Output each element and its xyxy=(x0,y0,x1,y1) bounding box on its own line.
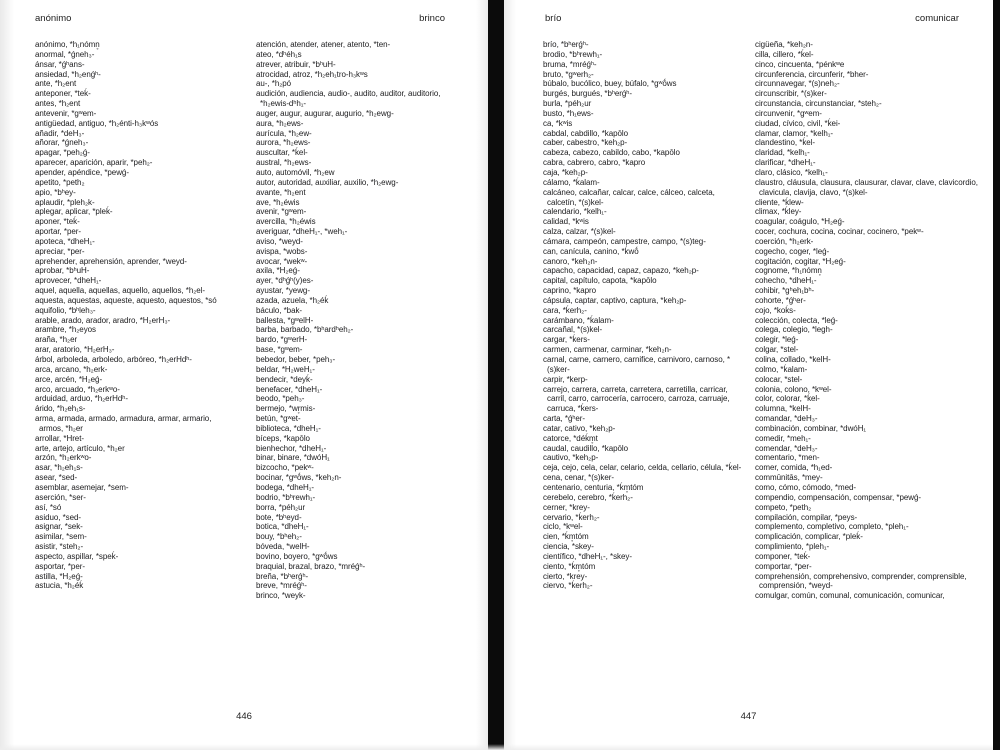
dictionary-entry: breña, *bʰerǵʰ- xyxy=(256,571,309,581)
dictionary-entry: botica, *dheH₁- xyxy=(256,522,309,532)
dictionary-entry: cápsula, captar, captivo, captura, *keh₂p- xyxy=(543,295,687,305)
dictionary-entry: arce, arcén, *H₂eǵ- xyxy=(35,374,103,384)
dictionary-entry: cohecho, *dheH₁- xyxy=(755,276,817,286)
dictionary-entry: comprehensión, comprehensivo, comprender, comprensible, comprensión, *weyd- xyxy=(755,571,967,591)
dictionary-entry: aurora, *h₂ews- xyxy=(256,138,311,148)
dictionary-entry: aquesta, aquestas, aqueste, aquesto, aquestos, *só xyxy=(35,295,217,305)
dictionary-entry: cohibir, *gʰeh₁bʰ- xyxy=(755,286,815,296)
dictionary-entry: bardo, *gʷerH- xyxy=(256,335,308,345)
dictionary-entry: colocar, *stel- xyxy=(755,374,803,384)
dictionary-entry: cogecho, coger, *leǵ- xyxy=(755,246,830,256)
dictionary-entry: comendar, *deH₃- xyxy=(755,443,818,453)
dictionary-entry: comer, comida, *h₁ed- xyxy=(755,463,833,473)
dictionary-entry: coagular, coágulo, *H₂eǵ- xyxy=(755,217,845,227)
dictionary-entry: arable, arado, arador, aradro, *H₂erH₃- xyxy=(35,315,171,325)
dictionary-entry: compilación, compilar, *peys- xyxy=(755,512,858,522)
dictionary-entry: canoro, *keh₂n- xyxy=(543,256,598,266)
dictionary-entry: apoteca, *dheH₁- xyxy=(35,236,95,246)
dictionary-entry: bendecir, *deyḱ- xyxy=(256,374,313,384)
dictionary-entry: cierto, *krey- xyxy=(543,571,588,581)
dictionary-entry: árbol, arboleda, arboledo, arbóreo, *h₂erHdʰ- xyxy=(35,355,192,364)
dictionary-entry: cien, *ḱm̥tóm xyxy=(543,532,589,542)
dictionary-entry: aponer, *teḱ- xyxy=(35,217,80,227)
dictionary-entry: científico, *dheH₁-, *skey- xyxy=(543,551,632,561)
dictionary-entry: circunferencia, circunferir, *bher- xyxy=(755,69,869,79)
dictionary-entry: brodio, *bʰrewh₁- xyxy=(543,49,603,59)
dictionary-entry: caudal, caudillo, *kapōlo xyxy=(543,443,629,453)
dictionary-entry: arca, arcano, *h₂erk- xyxy=(35,364,108,374)
dictionary-entry: asportar, *per- xyxy=(35,561,85,571)
dictionary-entry: aspecto, aspillar, *speḱ- xyxy=(35,551,119,561)
dictionary-entry: aprovecer, *dheH₁- xyxy=(35,276,102,286)
dictionary-entry: bizcocho, *pekʷ- xyxy=(256,463,314,473)
page-number: 447 xyxy=(740,711,757,722)
dictionary-entry: asiduo, *sed- xyxy=(35,512,82,522)
dictionary-entry: auger, augur, augurar, augurio, *h₂ewg- xyxy=(256,108,394,118)
dictionary-entry: aportar, *per- xyxy=(35,227,81,237)
dictionary-entry: bouy, *bʰeh₂- xyxy=(256,532,302,542)
dictionary-entry: anteponer, *teḱ- xyxy=(35,89,91,99)
dictionary-entry: complemento, completivo, completo, *pleh₁- xyxy=(755,522,909,532)
dictionary-entry: cohorte, *ǵʰer- xyxy=(755,295,806,305)
dictionary-entry: anónimo, *h₁nómn̥ xyxy=(35,40,100,49)
dictionary-entry: ansiedad, *h₂enǵʰ- xyxy=(35,69,101,79)
dictionary-entry: colgar, *stel- xyxy=(755,345,799,355)
dictionary-entry: árido, *h₂eh₁s- xyxy=(35,404,86,414)
dictionary-entry: carrejo, carrera, carreta, carretera, carretilla, carricar, carril, carro, carrocería, carrocero, carroza, carruaje, carruca, *ḱers- xyxy=(543,384,730,414)
dictionary-entry: añadir, *deH₃- xyxy=(35,128,85,138)
dictionary-entry: aplaudir, *pleh₂k- xyxy=(35,197,95,207)
dictionary-entry: carta, *ǵʰer- xyxy=(543,414,585,424)
dictionary-entry: complimiento, *pleh₁- xyxy=(755,542,830,552)
dictionary-entry: auscultar, *ḱel- xyxy=(256,148,308,158)
dictionary-entry: ciervo, *ḱerh₂- xyxy=(543,581,593,591)
dictionary-entry: centenario, centuria, *ḱm̥tóm xyxy=(543,482,644,492)
dictionary-entry: apreciar, *per- xyxy=(35,246,85,256)
binding-gutter xyxy=(488,0,504,750)
dictionary-entry: axila, *H₂eǵ- xyxy=(256,266,300,276)
dictionary-entry: claridad, *kelh₁- xyxy=(755,148,810,158)
running-head xyxy=(35,13,445,24)
dictionary-entry: bocinar, *gʷṓws, *keh₂n- xyxy=(256,473,342,483)
dictionary-entry: cinco, cincuenta, *pénkʷe xyxy=(755,59,845,69)
dictionary-entry: añorar, *ǵneh₃- xyxy=(35,138,89,148)
dictionary-entry: biblioteca, *dheH₁- xyxy=(256,423,321,433)
dictionary-entry: búbalo, bucólico, buey, búfalo, *gʷṓws xyxy=(543,79,677,89)
dictionary-entry: carámbano, *ḱalam- xyxy=(543,315,614,325)
dictionary-entry: ca, *kʷis xyxy=(543,118,573,128)
dictionary-entry: beldar, *H₂weH₁- xyxy=(256,364,315,374)
dictionary-entry: avispa, *wobs- xyxy=(256,246,308,256)
dictionary-entry: ciudad, cívico, civil, *ḱei- xyxy=(755,118,841,128)
dictionary-entry: binar, binare, *dwóH₁ xyxy=(256,453,330,463)
dictionary-entry: auto, automóvil, *h₂ew xyxy=(256,167,335,177)
dictionary-entry: apender, apéndice, *pewǵ- xyxy=(35,167,129,177)
dictionary-entry: brío, *bʰerǵʰ- xyxy=(543,40,589,49)
dictionary-entry: color, colorar, *ḱel- xyxy=(755,394,820,404)
dictionary-entry: astucia, *h₂éḱ xyxy=(35,581,84,591)
dictionary-entry: caja, *keh₂p- xyxy=(543,167,588,177)
dictionary-entry: ciclo, *kʷel- xyxy=(543,522,583,532)
dictionary-entry: araña, *h₂er xyxy=(35,335,78,345)
entry-column xyxy=(755,40,981,601)
dictionary-entry: cabdal, cabdillo, *kapōlo xyxy=(543,128,629,138)
dictionary-entry: calza, calzar, *(s)kel- xyxy=(543,227,616,237)
dictionary-entry: cabeza, cabezo, cabildo, cabo, *kapōlo xyxy=(543,148,680,158)
dictionary-entry: aurícula, *h₂ew- xyxy=(256,128,312,138)
dictionary-entry: así, *só xyxy=(35,502,62,512)
dictionary-entry: asignar, *sek- xyxy=(35,522,83,532)
dictionary-entry: aparecer, aparición, aparir, *peh₂- xyxy=(35,158,153,168)
dictionary-entry: breve, *mréǵʰ- xyxy=(256,581,307,591)
dictionary-entry: antigüedad, antiguo, *h₂énti-h₃kʷós xyxy=(35,118,159,128)
dictionary-entry: aprehender, aprehensión, aprender, *weyd- xyxy=(35,256,187,266)
dictionary-entry: comedir, *meh₁- xyxy=(755,433,811,443)
dictionary-entry: antes, *h₂ent xyxy=(35,99,81,109)
dictionary-entry: caprino, *kapro xyxy=(543,286,597,296)
dictionary-entry: componer, *teḱ- xyxy=(755,551,811,561)
dictionary-entry: colmo, *ḱalam- xyxy=(755,364,808,374)
dictionary-entry: bodrio, *bʰrewh₁- xyxy=(256,492,316,502)
dictionary-entry: can, canícula, canino, *ḱwṓ xyxy=(543,246,639,256)
running-head xyxy=(545,13,959,24)
dictionary-entry: cognome, *h₁nómn̥ xyxy=(755,266,822,276)
dictionary-entry: como, cómo, cómodo, *med- xyxy=(755,482,857,492)
dictionary-entry: cliente, *ḱlew- xyxy=(755,197,804,207)
dictionary-entry: carcañal, *(s)kel- xyxy=(543,325,603,335)
dictionary-entry: bovino, boyero, *gʷṓws xyxy=(256,551,338,561)
dictionary-entry: arma, armada, armado, armadura, armar, armario, armos, *h₂er xyxy=(35,414,212,433)
dictionary-entry: betún, *gʷet- xyxy=(256,414,301,424)
dictionary-entry: cabra, cabrero, cabro, *kapro xyxy=(543,158,646,168)
dictionary-entry: catorce, *déḱm̥t xyxy=(543,433,598,443)
dictionary-entry: arte, artejo, artículo, *h₂er xyxy=(35,443,125,453)
left-page xyxy=(0,0,488,750)
guide-word-first: brío xyxy=(545,13,562,24)
dictionary-entry: cojo, *koḱs- xyxy=(755,305,796,315)
dictionary-entry: báculo, *bak- xyxy=(256,305,303,315)
gutter-shadow xyxy=(476,0,488,750)
dictionary-entry: aplegar, aplicar, *pleḱ- xyxy=(35,207,113,217)
dictionary-entry: bermejo, *wr̥mis- xyxy=(256,404,316,414)
dictionary-entry: base, *gʷem- xyxy=(256,345,303,355)
dictionary-entry: bebedor, beber, *peh₃- xyxy=(256,355,336,364)
dictionary-entry: colección, colecta, *leǵ- xyxy=(755,315,838,325)
dictionary-entry: ante, *h₂ent xyxy=(35,79,77,89)
dictionary-entry: astilla, *H₂eǵ- xyxy=(35,571,83,581)
dictionary-entry: clamar, clamor, *kelh₁- xyxy=(755,128,834,138)
dictionary-entry: atrocidad, atroz, *h₂eh₁tro-h₃kʷs xyxy=(256,69,368,79)
gutter-shadow xyxy=(504,0,516,750)
dictionary-entry: arar, aratorio, *H₂erH₃- xyxy=(35,345,115,355)
dictionary-entry: carpir, *kerp- xyxy=(543,374,588,384)
dictionary-entry: avocar, *wekʷ- xyxy=(256,256,308,266)
dictionary-entry: circunvenir, *gʷem- xyxy=(755,108,822,118)
dictionary-entry: au-, *h₂pó xyxy=(256,79,292,89)
dictionary-entry: asimilar, *sem- xyxy=(35,532,87,542)
dictionary-entry: ciento, *ḱm̥tóm xyxy=(543,561,596,571)
dictionary-entry: arco, arcuado, *h₂erkʷo- xyxy=(35,384,120,394)
dictionary-entry: bíceps, *kapōlo xyxy=(256,433,310,443)
dictionary-entry: atrever, atribuir, *bʰuH- xyxy=(256,59,336,69)
entry-column xyxy=(35,40,235,591)
dictionary-entry: coerción, *h₂erk- xyxy=(755,236,814,246)
dictionary-entry: audición, audiencia, audio-, audito, auditor, auditorio, *h₂ewis-dʰh₁- xyxy=(256,89,441,109)
dictionary-entry: compendio, compensación, compensar, *pewǵ- xyxy=(755,492,921,502)
dictionary-entry: autor, autoridad, auxiliar, auxilio, *h₂ewg- xyxy=(256,177,399,187)
entry-column xyxy=(256,40,468,601)
book-edge xyxy=(993,0,1000,750)
dictionary-entry: braquial, brazal, brazo, *mréǵʰ- xyxy=(256,561,366,571)
dictionary-entry: carnal, carne, carnero, carnifice, carnivoro, carnoso, *(s)ker- xyxy=(543,355,731,374)
dictionary-entry: capital, capítulo, capota, *kapōlo xyxy=(543,276,657,286)
dictionary-entry: antevenir, *gʷem- xyxy=(35,108,97,118)
dictionary-entry: apetito, *peth₂ xyxy=(35,177,85,187)
dictionary-entry: atención, atender, atener, atento, *ten- xyxy=(256,40,391,49)
dictionary-entry: cargar, *ḱers- xyxy=(543,335,590,345)
dictionary-entry: borra, *péh₂ur xyxy=(256,502,306,512)
dictionary-entry: asear, *sed- xyxy=(35,473,78,483)
dictionary-entry: cena, cenar, *(s)ker- xyxy=(543,473,614,483)
dictionary-entry: ánsar, *ǵʰans- xyxy=(35,59,85,69)
dictionary-entry: aviso, *weyd- xyxy=(256,236,303,246)
dictionary-entry: cogitación, cogitar, *H₂eǵ- xyxy=(755,256,846,266)
scan-edge-shadow xyxy=(0,744,993,750)
dictionary-entry: cara, *ḱerh₂- xyxy=(543,305,587,315)
dictionary-entry: asar, *h₂eh₁s- xyxy=(35,463,83,473)
dictionary-entry: averiguar, *dheH₁-, *weh₁- xyxy=(256,227,348,237)
dictionary-entry: capacho, capacidad, capaz, capazo, *keh₂p- xyxy=(543,266,699,276)
dictionary-entry: austral, *h₂ews- xyxy=(256,158,312,168)
dictionary-entry: ave, *h₂éwis xyxy=(256,197,300,207)
dictionary-entry: complicación, complicar, *pleḱ- xyxy=(755,532,863,542)
guide-word-last: comunicar xyxy=(915,13,959,24)
dictionary-entry: aquifolio, *bʰleh₃- xyxy=(35,305,96,315)
dictionary-entry: calidad, *kʷis xyxy=(543,217,589,227)
entry-column xyxy=(543,40,746,591)
dictionary-entry: clandestino, *ḱel- xyxy=(755,138,816,148)
dictionary-entry: ceja, cejo, cela, celar, celario, celda, cellario, célula, *ḱel- xyxy=(543,463,742,473)
dictionary-entry: climax, *ḱley- xyxy=(755,207,802,217)
dictionary-entry: asemblar, asemejar, *sem- xyxy=(35,482,129,492)
dictionary-entry: cerebelo, cerebro, *ḱerh₂- xyxy=(543,492,633,502)
dictionary-entry: caber, cabestro, *keh₂p- xyxy=(543,138,628,148)
dictionary-entry: colega, colegio, *legh- xyxy=(755,325,833,335)
dictionary-entry: asistir, *steh₂- xyxy=(35,542,84,552)
dictionary-entry: benefacer, *dheH₁- xyxy=(256,384,323,394)
dictionary-entry: cálamo, *ḱalam- xyxy=(543,177,600,187)
dictionary-entry: ateo, *dʰéh₁s xyxy=(256,49,302,59)
dictionary-entry: bóveda, *welH- xyxy=(256,542,310,552)
dictionary-entry: bote, *bʰeyd- xyxy=(256,512,302,522)
guide-word-last: brinco xyxy=(419,13,445,24)
dictionary-entry: apio, *bʰey- xyxy=(35,187,76,197)
dictionary-entry: aserción, *ser- xyxy=(35,492,86,502)
dictionary-entry: anormal, *ǵneh₃- xyxy=(35,49,95,59)
dictionary-entry: comulgar, común, comunal, comunicación, comunicar, xyxy=(755,591,945,601)
dictionary-entry: cilla, cillero, *ḱel- xyxy=(755,49,814,59)
dictionary-entry: arrollar, *Hret- xyxy=(35,433,84,443)
dictionary-entry: apagar, *peh₂ǵ- xyxy=(35,148,90,158)
dictionary-entry: aprobar, *bʰuH- xyxy=(35,266,90,276)
dictionary-entry: bruto, *gʷerh₂- xyxy=(543,69,594,79)
dictionary-entry: calendario, *kelh₁- xyxy=(543,207,607,217)
dictionary-entry: azada, azuela, *h₂éḱ xyxy=(256,295,329,305)
dictionary-entry: bienhechor, *dheH₁- xyxy=(256,443,327,453)
dictionary-entry: comportar, *per- xyxy=(755,561,812,571)
right-page xyxy=(504,0,993,750)
dictionary-entry: claro, clásico, *kelh₁- xyxy=(755,167,828,177)
dictionary-entry: arduidad, arduo, *h₂erHdʰ- xyxy=(35,394,128,404)
dictionary-entry: arzón, *h₂erkʷo- xyxy=(35,453,92,463)
dictionary-entry: burla, *péh₂ur xyxy=(543,99,592,109)
page-edge-shadow xyxy=(0,0,14,750)
dictionary-entry: aura, *h₂ews- xyxy=(256,118,304,128)
dictionary-entry: comentario, *men- xyxy=(755,453,820,463)
dictionary-entry: ayer, *dʰǵʰ(y)es- xyxy=(256,276,314,286)
dictionary-entry: colegir, *leǵ- xyxy=(755,335,799,345)
dictionary-entry: ballesta, *gʷelH- xyxy=(256,315,314,325)
dictionary-entry: competo, *peth₂ xyxy=(755,502,812,512)
dictionary-entry: barba, barbado, *bʰardʰeh₂- xyxy=(256,325,354,335)
dictionary-entry: beodo, *peh₃- xyxy=(256,394,305,404)
dictionary-entry: ayustar, *yewg- xyxy=(256,286,310,296)
dictionary-entry: bruma, *mréǵʰ- xyxy=(543,59,597,69)
dictionary-entry: combinación, combinar, *dwóH₁ xyxy=(755,423,867,433)
dictionary-entry: circunnavegar, *(s)neh₂- xyxy=(755,79,840,89)
dictionary-entry: cerner, *krey- xyxy=(543,502,590,512)
dictionary-entry: claustro, cláusula, clausura, clausurar, clavar, clave, clavicordio, clavicula, clavija, clavo, *(s)kel- xyxy=(755,177,978,197)
dictionary-entry: busto, *h₁ews- xyxy=(543,108,594,118)
dictionary-entry: brinco, *weyk- xyxy=(256,591,306,601)
dictionary-entry: columna, *kelH- xyxy=(755,404,811,414)
dictionary-entry: cámara, campeón, campestre, campo, *(s)teg- xyxy=(543,236,706,246)
dictionary-entry: avenir, *gʷem- xyxy=(256,207,307,217)
dictionary-entry: comandar, *deH₃- xyxy=(755,414,818,424)
dictionary-entry: clarificar, *dheH₁- xyxy=(755,158,816,168)
page-number: 446 xyxy=(236,711,252,722)
dictionary-entry: cocer, cochura, cocina, cocinar, cocinero, *pekʷ- xyxy=(755,227,924,237)
dictionary-entry: cautivo, *keh₂p- xyxy=(543,453,599,463)
dictionary-entry: arambre, *h₂eyos xyxy=(35,325,97,335)
dictionary-entry: avante, *h₂ent xyxy=(256,187,306,197)
dictionary-entry: bodega, *dheH₁- xyxy=(256,482,314,492)
dictionary-entry: colina, collado, *kelH- xyxy=(755,355,831,364)
dictionary-entry: circunscribir, *(s)ker- xyxy=(755,89,827,99)
dictionary-entry: catar, cativo, *keh₂p- xyxy=(543,423,616,433)
dictionary-entry: avercilla, *h₂éwis xyxy=(256,217,316,227)
dictionary-entry: aquel, aquella, aquellas, aquello, aquellos, *h₂el- xyxy=(35,286,206,296)
guide-word-first: anónimo xyxy=(35,13,72,24)
dictionary-entry: circunstancia, circunstanciar, *steh₂- xyxy=(755,99,882,109)
dictionary-entry: carmen, carmenar, carminar, *keh₂n- xyxy=(543,345,672,355)
dictionary-entry: colonia, colono, *kʷel- xyxy=(755,384,832,394)
dictionary-entry: calcáneo, calcañar, calcar, calce, cálceo, calceta, calcetín, *(s)kel- xyxy=(543,187,715,207)
dictionary-entry: cigüeña, *keh₂n- xyxy=(755,40,813,49)
dictionary-entry: burgés, burgués, *bʰerǵʰ- xyxy=(543,89,632,99)
dictionary-entry: ciencia, *skey- xyxy=(543,542,594,552)
dictionary-entry: commūnitās, *mey- xyxy=(755,473,823,483)
dictionary-entry: cervario, *ḱerh₂- xyxy=(543,512,600,522)
